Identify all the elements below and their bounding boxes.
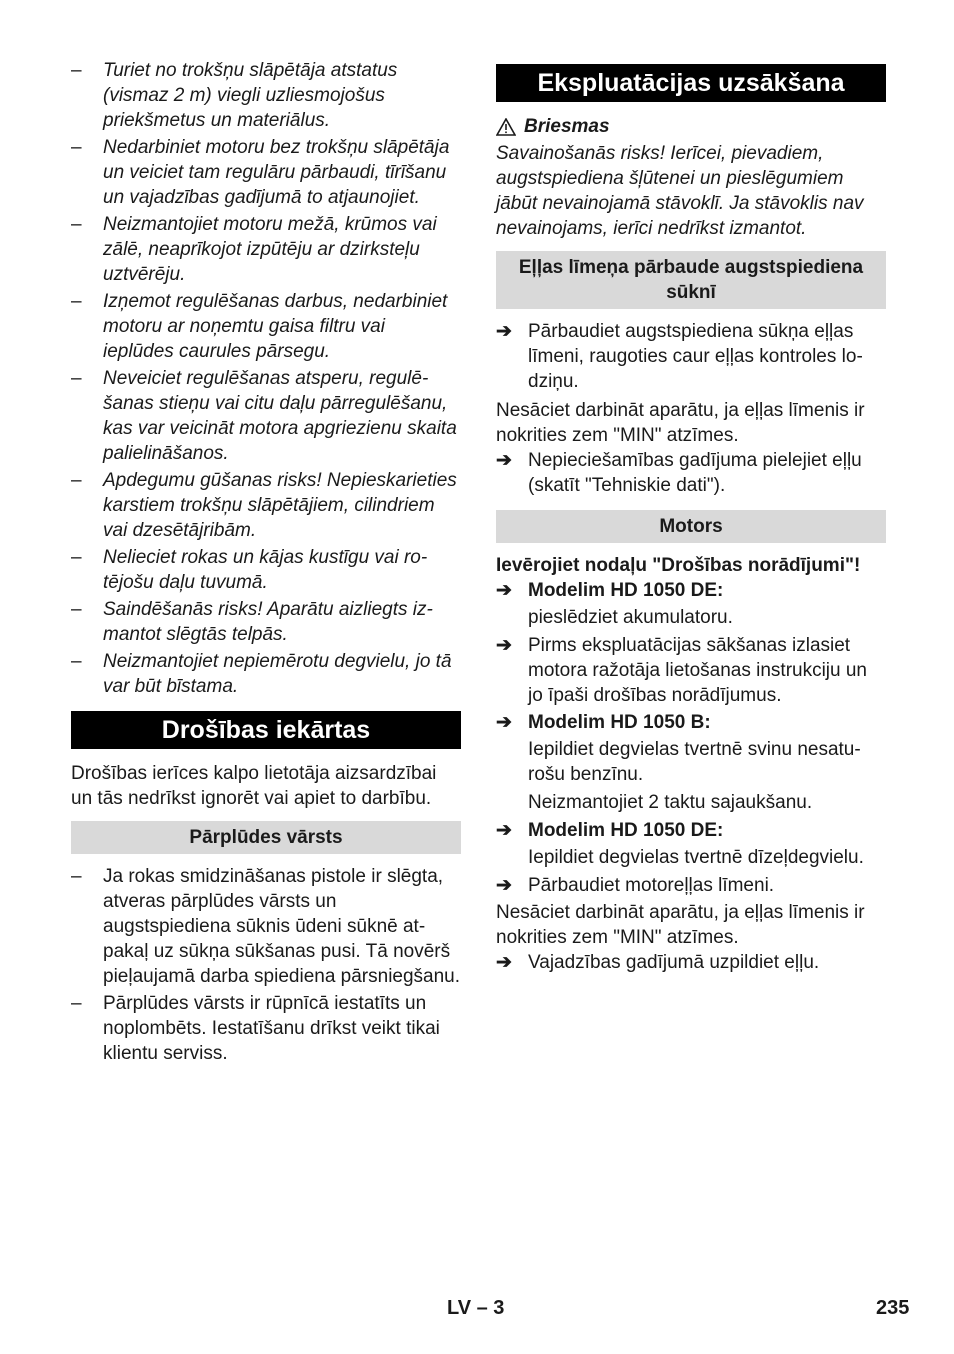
oil-note: Nesāciet darbināt aparātu, ja eļļas līmenis ir nokrities zem "MIN" atzīmes. (496, 400, 865, 446)
safety-rule-item (71, 212, 461, 287)
motor-step-read-manual (496, 633, 886, 708)
dash-bullet: – (71, 651, 82, 672)
footer-section-label: LV – 3 (447, 1297, 505, 1319)
safety-rule-item-text: Nedarbiniet motoru bez trokšņu slāpētāja un veiciet tam regulāru pārbaudi, tīrīšanu un vajadzības gadījumā to atjaunojiet. (103, 137, 450, 208)
motor-step-oil-check-text: Pārbaudiet motoreļļas līmeni. (528, 875, 775, 896)
right-column (496, 58, 886, 977)
safety-rule-item (71, 468, 461, 543)
motor-step-de-fuel (496, 818, 886, 843)
motor-oil-note: Nesāciet darbināt aparātu, ja eļļas līmenis ir nokrities zem "MIN" atzīmes. (496, 902, 865, 948)
oil-step-check (496, 319, 886, 394)
subheading-overflow-valve: Pārplūdes vārsts (71, 821, 461, 854)
safety-rule-item (71, 135, 461, 210)
overflow-valve-item-text: Ja rokas smidzināšanas pistole ir slēgta, atveras pārplūdes vārsts un augstspiediena sūknis ūdeni sūknē atpakaļ uz sūkņa sūkšanas pusi. Tā novērš pieļaujamā darba spiediena pārsniegšanu. (103, 866, 461, 987)
motors-notice: Ievērojiet nodaļu "Drošības norādījumi"! (496, 555, 861, 576)
safety-rule-item-text: Apdegumu gūšanas risks! Nepieskarieties karstiem trokšņu slāpētājiem, cilindriem vai dzesētājribām. (103, 470, 457, 541)
safety-rule-item (71, 597, 461, 647)
arrow-icon: ➔ (496, 635, 512, 656)
safety-rule-item-text: Neizmantojiet nepiemērotu degvielu, jo tā var būt bīstama. (103, 651, 452, 697)
oil-step-refill (496, 448, 886, 498)
motor-step-oil-refill-text: Vajadzības gadījumā uzpildiet eļļu. (528, 952, 820, 973)
left-column (71, 58, 461, 1068)
arrow-icon: ➔ (496, 820, 512, 841)
warning-text: Savainošanās risks! Ierīcei, pievadiem, augstspiediena šļūtenei un pieslēgumiem jābūt nevainojamā stāvoklī. Ja stāvoklis nav nevainojams, ierīci nedrīkst izmantot. (496, 143, 864, 239)
subheading-oil-check: Eļļas līmeņa pārbaude augstspiediena sūknī (496, 251, 886, 309)
motor-step-oil-check (496, 873, 886, 898)
safety-rule-item-text: Nelieciet rokas un kājas kustīgu vai rotējošu daļu tuvumā. (103, 547, 428, 593)
safety-rule-item (71, 649, 461, 699)
safety-intro-text: Drošības ierīces kalpo lietotāja aizsardzībai un tās nedrīkst ignorēt vai apiet to darbību. (71, 763, 437, 809)
dash-bullet: – (71, 470, 82, 491)
safety-rule-item-text: Izņemot regulēšanas darbus, nedarbiniet motoru ar noņemtu gaisa filtru vai ieplūdes caurules pārsegu. (103, 291, 448, 362)
intro-list (71, 58, 461, 699)
arrow-icon: ➔ (496, 450, 512, 471)
dash-bullet: – (71, 368, 82, 389)
model-label-de-2: Modelim HD 1050 DE: (528, 820, 724, 841)
subheading-motors: Motors (496, 510, 886, 543)
motor-step-de-battery-text: pieslēdziet akumulatoru. (528, 607, 733, 628)
motor-step-oil-refill (496, 950, 886, 975)
model-label-b: Modelim HD 1050 B: (528, 712, 711, 733)
safety-rule-item-text: Neizmantojiet motoru mežā, krūmos vai zālē, neaprīkojot izpūtēju ar dzirksteļu uztvērēju. (103, 214, 437, 285)
arrow-icon: ➔ (496, 580, 512, 601)
oil-step-check-text: Pārbaudiet augstspiediena sūkņa eļļas līmeni, raugoties caur eļļas kontroles lodziņu. (528, 321, 863, 392)
dash-bullet: – (71, 214, 82, 235)
motor-step-de-fuel-text: Iepildiet degvielas tvertnē dīzeļdegvielu. (528, 847, 864, 868)
dash-bullet: – (71, 993, 82, 1014)
model-label-de: Modelim HD 1050 DE: (528, 580, 724, 601)
safety-rule-item-text: Turiet no trokšņu slāpētāja atstatus (vismaz 2 m) viegli uzliesmojošus priekšmetus un materiālus. (103, 60, 398, 131)
motor-step-read-manual-text: Pirms ekspluatācijas sākšanas izlasiet motora ražotāja lietošanas instrukciju un jo īpaši drošības norādījumus. (528, 635, 868, 706)
overflow-valve-item (71, 864, 461, 989)
dash-bullet: – (71, 291, 82, 312)
arrow-icon: ➔ (496, 875, 512, 896)
safety-rule-item (71, 545, 461, 595)
motor-step-b-fuel-text: Iepildiet degvielas tvertnē svinu nesaturošu benzīnu. (528, 739, 861, 785)
warning-heading (496, 114, 886, 139)
page-number: 235 (876, 1297, 910, 1319)
dash-bullet: – (71, 599, 82, 620)
warning-label: Briesmas (524, 116, 610, 137)
motor-step-b-mix-text: Neizmantojiet 2 taktu sajaukšanu. (528, 792, 813, 813)
motor-step-de-battery (496, 578, 886, 603)
overflow-valve-item (71, 991, 461, 1066)
safety-rule-item-text: Saindēšanās risks! Aparātu aizliegts izmantot slēgtās telpās. (103, 599, 433, 645)
safety-rule-item (71, 366, 461, 466)
overflow-valve-list (71, 864, 461, 1066)
dash-bullet: – (71, 547, 82, 568)
section-heading-safety: Drošības iekārtas (71, 711, 461, 749)
section-heading-startup: Ekspluatācijas uzsākšana (496, 64, 886, 102)
oil-step-refill-text: Nepieciešamības gadījuma pielejiet eļļu (skatīt "Tehniskie dati"). (528, 450, 862, 496)
arrow-icon: ➔ (496, 952, 512, 973)
safety-rule-item (71, 58, 461, 133)
warning-triangle-icon (496, 118, 516, 136)
arrow-icon: ➔ (496, 712, 512, 733)
safety-rule-item-text: Neveiciet regulēšanas atsperu, regulēšanas stieņu vai citu daļu pārregulēšanu, kas var veicināt motora apgriezienu skaita palielināšanos. (103, 368, 457, 464)
dash-bullet: – (71, 866, 82, 887)
motor-step-b-fuel (496, 710, 886, 735)
overflow-valve-item-text: Pārplūdes vārsts ir rūpnīcā iestatīts un noplombēts. Iestatīšanu drīkst veikt tikai klientu serviss. (103, 993, 440, 1064)
dash-bullet: – (71, 137, 82, 158)
arrow-icon: ➔ (496, 321, 512, 342)
safety-rule-item (71, 289, 461, 364)
dash-bullet: – (71, 60, 82, 81)
